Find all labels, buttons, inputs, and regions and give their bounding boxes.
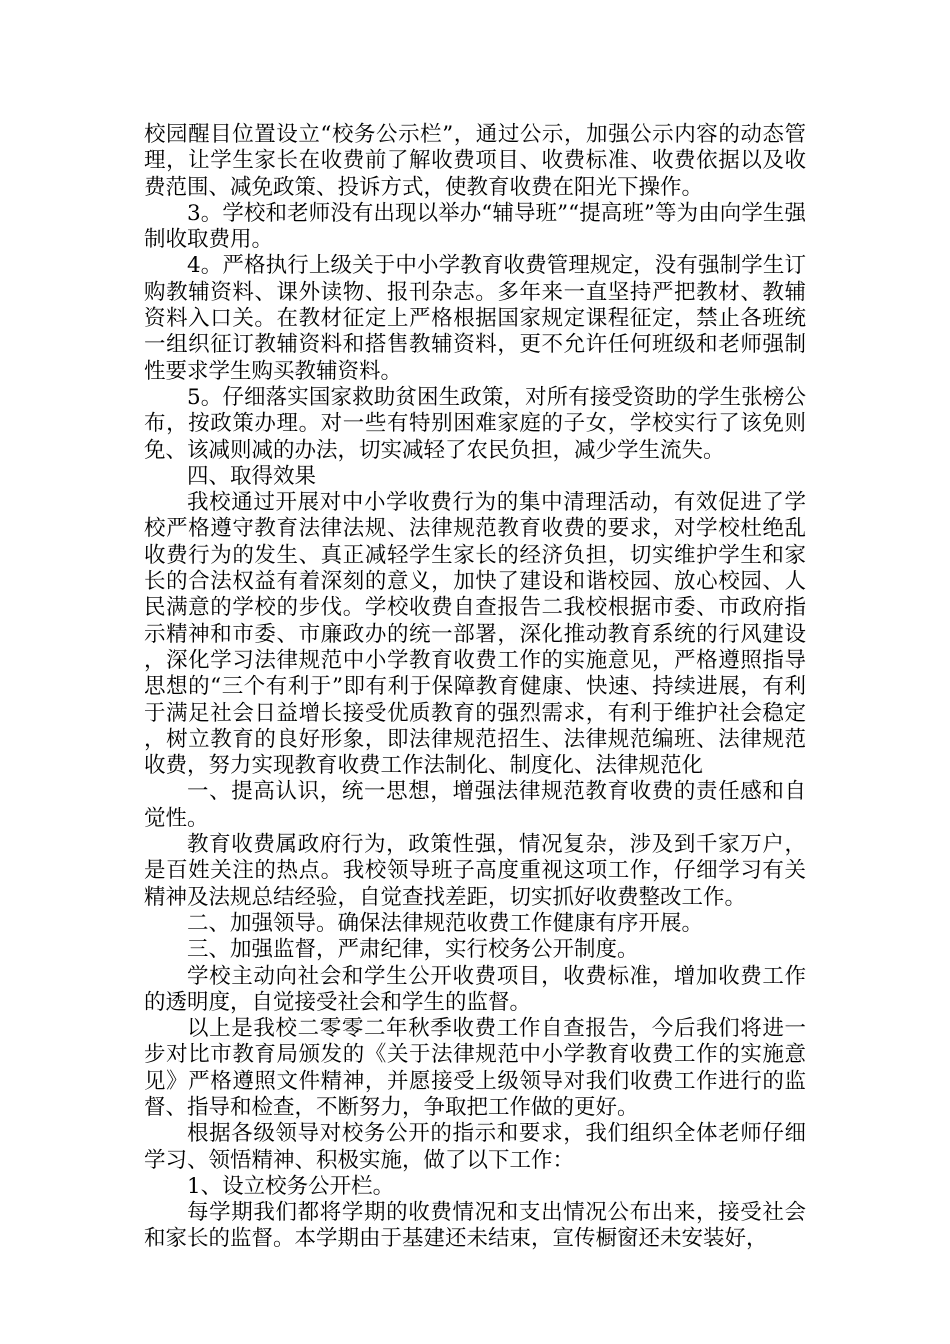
paragraph-results: 我校通过开展对中小学收费行为的集中清理活动，有效促进了学校严格遵守教育法律法规、法律规范教育收费的要求，对学校杜绝乱收费行为的发生、真正减轻学生家长的经济负担，切实维护学生和家长的合法权益有着深刻的意义，加快了建设和谐校园、放心校园、人民满意的学校的步伐。学校收费自查报告二我校根据市委、市政府指示精神和市委、市廉政办的统一部署，深化推动教育系统的行风建设，深化学习法律规范中小学教育收费工作的实施意见，严格遵照指导思想的“三个有利于”即有利于保障教育健康、快速、持续进展，有利于满足社会日益增长接受优质教育的强烈需求，有利于维护社会稳定，树立教育的良好形象，即法律规范招生、法律规范编班、法律规范收费，努力实现教育收费工作法制化、制度化、法律规范化 [144, 490, 806, 779]
paragraph-fee-notice-board: 校园醒目位置设立“校务公示栏”，通过公示，加强公示内容的动态管理，让学生家长在收费前了解收费项目、收费标准、收费依据以及收费范围、减免政策、投诉方式，使教育收费在阳光下操作。 [144, 122, 806, 200]
section-heading-awareness: 一、提高认识，统一思想，增强法律规范教育收费的责任感和自觉性。 [144, 779, 806, 831]
paragraph-government-behavior: 教育收费属政府行为，政策性强，情况复杂，涉及到千家万户，是百姓关注的热点。我校领导班子高度重视这项工作，仔细学习有关精神及法规总结经验，自觉查找差距，切实抓好收费整改工作。 [144, 832, 806, 910]
paragraph-item-3: 3。学校和老师没有出现以举办“辅导班”“提高班”等为由向学生强制收取费用。 [144, 200, 806, 253]
section-heading-supervision: 三、加强监督，严肃纪律，实行校务公开制度。 [187, 937, 639, 963]
paragraph-semester-disclosure: 每学期我们都将学期的收费情况和支出情况公布出来，接受社会和家长的监督。本学期由于基建还未结束，宣传橱窗还未安装好， [144, 1200, 806, 1252]
paragraph-public-disclosure: 学校主动向社会和学生公开收费项目，收费标准，增加收费工作的透明度，自觉接受社会和学生的监督。 [144, 963, 806, 1015]
paragraph-report-summary: 以上是我校二零零二年秋季收费工作自查报告，今后我们将进一步对比市教育局颁发的《关于法律规范中小学教育收费工作的实施意见》严格遵照文件精神，并愿接受上级领导对我们收费工作进行的监督、指导和检查，不断努力，争取把工作做的更好。 [144, 1016, 806, 1120]
section-heading-results: 四、取得效果 [187, 463, 317, 489]
section-heading-notice-board: 1、设立校务公开栏。 [187, 1173, 395, 1199]
document-body [144, 122, 806, 1253]
paragraph-school-affairs: 根据各级领导对校务公开的指示和要求，我们组织全体老师仔细学习、领悟精神、积极实施，做了以下工作： [144, 1121, 806, 1173]
paragraph-item-4: 4。严格执行上级关于中小学教育收费管理规定，没有强制学生订购教辅资料、课外读物、报刊杂志。多年来一直坚持严把教材、教辅资料入口关。在教材征定上严格根据国家规定课程征定，禁止各班统一组织征订教辅资料和搭售教辅资料，更不允许任何班级和老师强制性要求学生购买教辅资料。 [144, 253, 806, 384]
section-heading-leadership: 二、加强领导。确保法律规范收费工作健康有序开展。 [187, 910, 704, 936]
paragraph-item-5: 5。仔细落实国家救助贫困生政策，对所有接受资助的学生张榜公布，按政策办理。对一些有特别困难家庭的子女，学校实行了该免则免、该减则减的办法，切实减轻了农民负担，减少学生流失。 [144, 384, 806, 463]
